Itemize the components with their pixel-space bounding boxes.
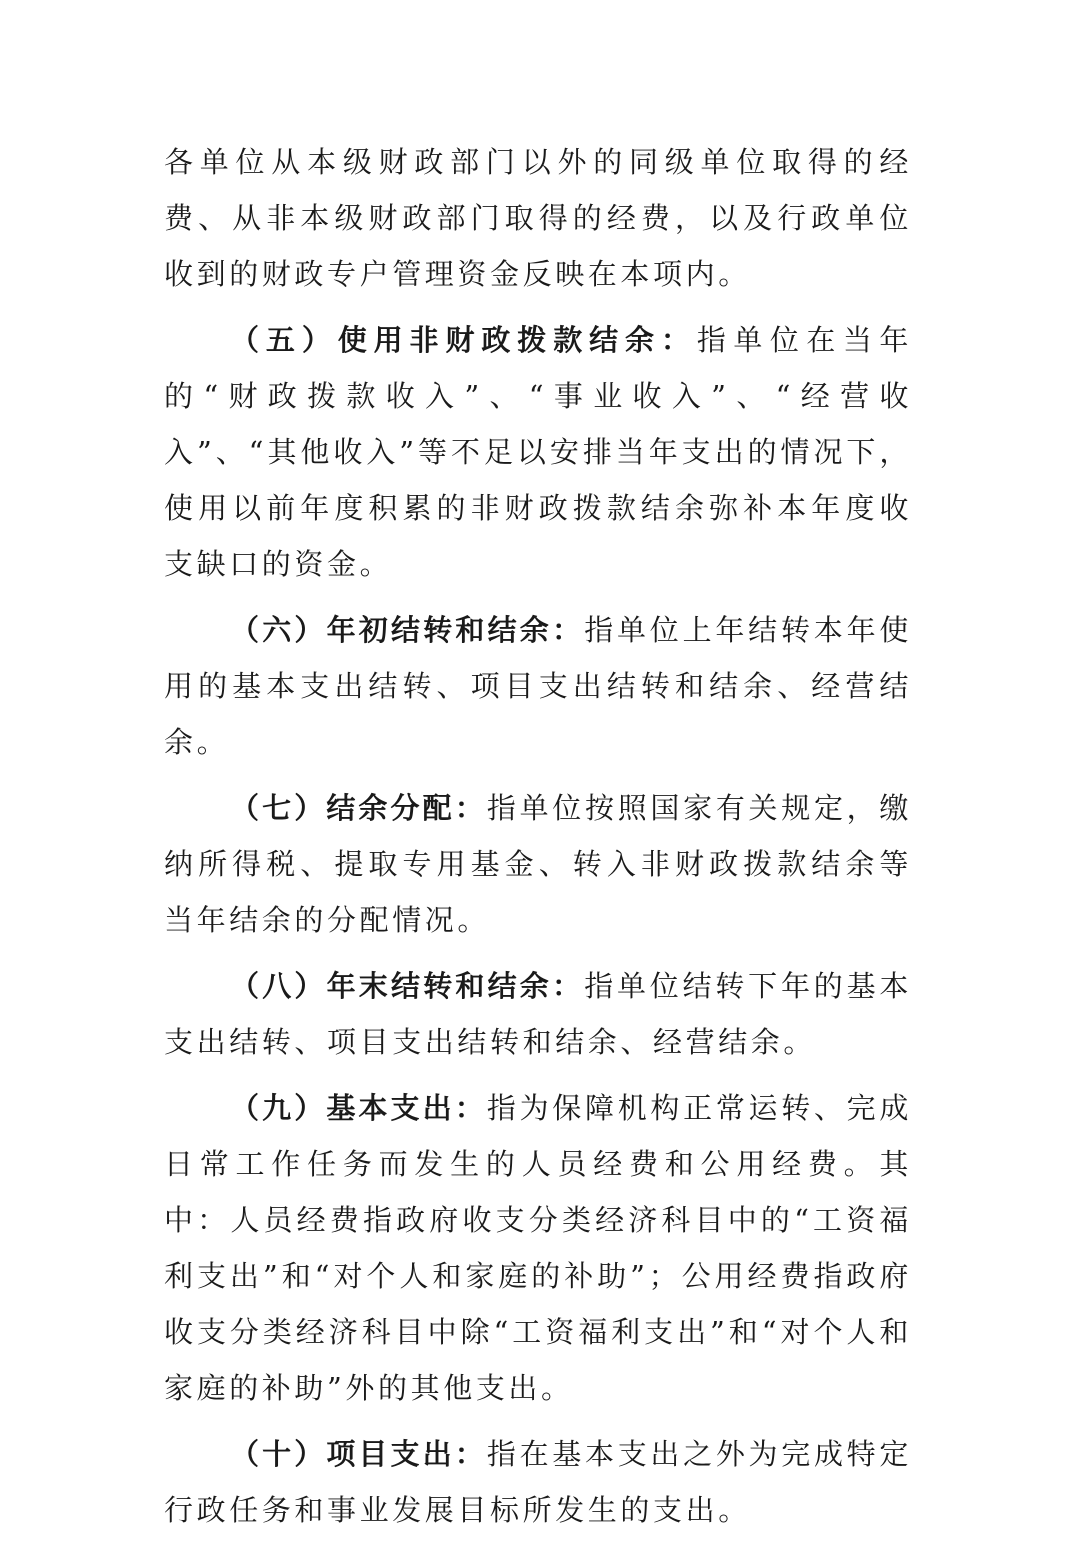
paragraph-term: （十）项目支出： [230, 1437, 487, 1471]
paragraph-continued [164, 134, 912, 302]
paragraph-text: 指单位结转下年的基本支出结转、项目支出结转和结余、经营结余。 [164, 969, 912, 1059]
paragraph-item-8 [164, 958, 912, 1070]
paragraph-term: （七）结余分配： [230, 791, 487, 825]
paragraph-item-5 [164, 312, 912, 592]
paragraph-term: （六）年初结转和结余： [230, 613, 585, 647]
paragraph-item-10 [164, 1426, 912, 1538]
paragraph-term: （九）基本支出： [230, 1091, 487, 1125]
paragraph-text: 指在基本支出之外为完成特定行政任务和事业发展目标所发生的支出。 [164, 1437, 912, 1527]
paragraph-term: （五）使用非财政拨款结余： [230, 323, 697, 357]
paragraph-text: 指为保障机构正常运转、完成日常工作任务而发生的人员经费和公用经费。其中：人员经费指政府收支分类经济科目中的“工资福利支出”和“对个人和家庭的补助”；公用经费指政府收支分类经济科目中除“工资福利支出”和“对个人和家庭的补助”外的其他支出。 [164, 1091, 912, 1405]
paragraph-item-9 [164, 1080, 912, 1416]
paragraph-text: 指单位上年结转本年使用的基本支出结转、项目支出结转和结余、经营结余。 [164, 613, 912, 759]
document-page [164, 134, 912, 1548]
paragraph-term: （八）年末结转和结余： [230, 969, 585, 1003]
paragraph-item-6 [164, 602, 912, 770]
paragraph-text: 指单位按照国家有关规定，缴纳所得税、提取专用基金、转入非财政拨款结余等当年结余的分配情况。 [164, 791, 912, 937]
paragraph-text: 指单位在当年的“财政拨款收入”、“事业收入”、“经营收入”、“其他收入”等不足以安排当年支出的情况下，使用以前年度积累的非财政拨款结余弥补本年度收支缺口的资金。 [164, 323, 912, 581]
paragraph-text: 各单位从本级财政部门以外的同级单位取得的经费、从非本级财政部门取得的经费，以及行政单位收到的财政专户管理资金反映在本项内。 [164, 145, 912, 291]
paragraph-item-7 [164, 780, 912, 948]
